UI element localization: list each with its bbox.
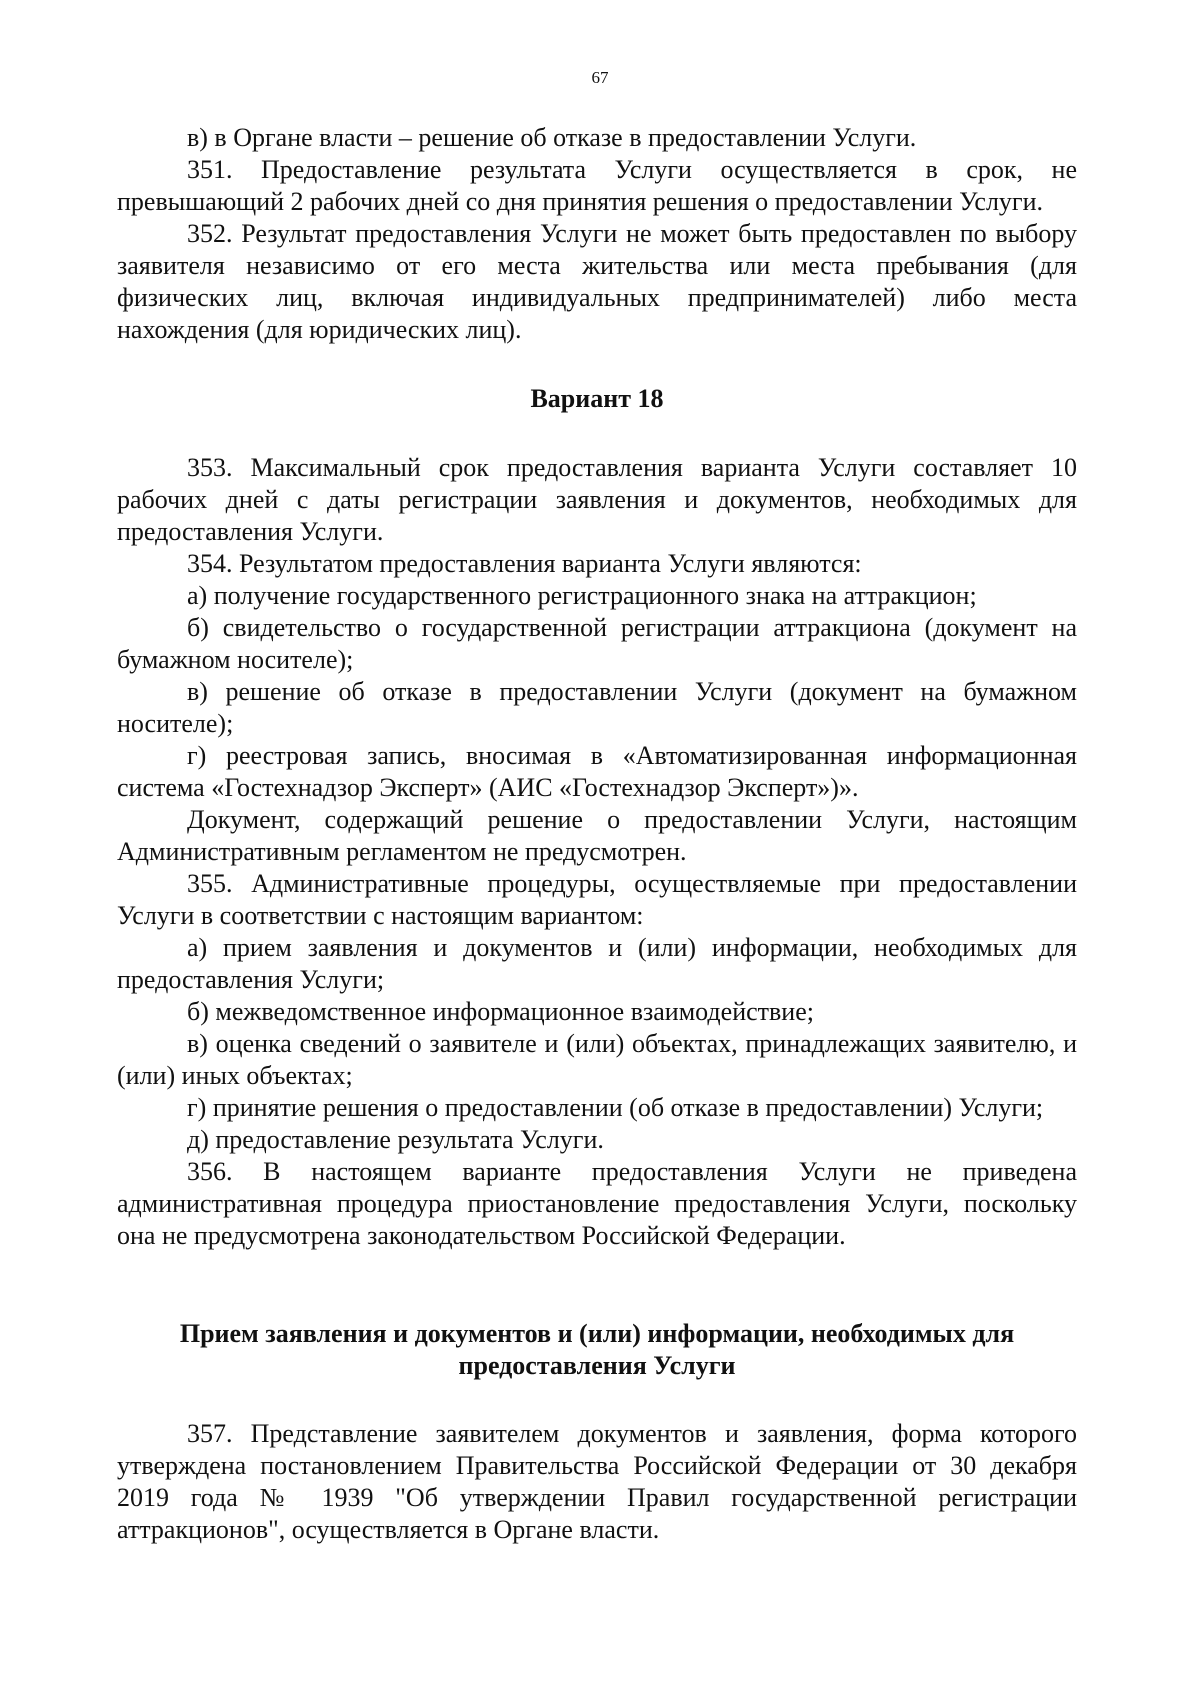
section-heading-line2: предоставления Услуги — [458, 1351, 736, 1380]
section-heading — [117, 1318, 1077, 1382]
paragraph: в) в Органе власти – решение об отказе в предоставлении Услуги. — [187, 123, 917, 152]
list-item: б) свидетельство о государственной регистрации аттракциона (документ на бумажном носителе); — [117, 613, 1077, 674]
list-item: г) реестровая запись, вносимая в «Автоматизированная информационная система «Гостехнадзор Эксперт» (АИС «Гостехнадзор Эксперт»)». — [117, 741, 1077, 802]
list-item: б) межведомственное информационное взаимодействие; — [187, 997, 814, 1026]
paragraph: 355. Административные процедуры, осуществляемые при предоставлении Услуги в соответствии с настоящим вариантом: — [117, 869, 1077, 930]
paragraph: 352. Результат предоставления Услуги не может быть предоставлен по выбору заявителя независимо от его места жительства или места пребывания (для физических лиц, включая индивидуальных предпринимателей) либо места нахождения (для юридических лиц). — [117, 219, 1077, 344]
list-item: а) получение государственного регистрационного знака на аттракцион; — [187, 581, 977, 610]
paragraph: 356. В настоящем варианте предоставления Услуги не приведена административная процедура приостановление предоставления Услуги, поскольку она не предусмотрена законодательством Российской Федерации. — [117, 1157, 1077, 1250]
list-item: в) оценка сведений о заявителе и (или) объектах, принадлежащих заявителю, и (или) иных объектах; — [117, 1029, 1077, 1090]
paragraph: 351. Предоставление результата Услуги осуществляется в срок, не превышающий 2 рабочих дней со дня принятия решения о предоставлении Услуги. — [117, 155, 1077, 216]
list-item: а) прием заявления и документов и (или) информации, необходимых для предоставления Услуги; — [117, 933, 1077, 994]
list-item: г) принятие решения о предоставлении (об отказе в предоставлении) Услуги; — [187, 1093, 1044, 1122]
page-number: 67 — [591, 68, 609, 87]
document-body — [117, 122, 1077, 1546]
paragraph: 354. Результатом предоставления варианта Услуги являются: — [187, 549, 862, 578]
section-heading-line1: Прием заявления и документов и (или) информации, необходимых для — [179, 1319, 1015, 1348]
paragraph: Документ, содержащий решение о предоставлении Услуги, настоящим Административным регламентом не предусмотрен. — [117, 805, 1077, 866]
list-item: д) предоставление результата Услуги. — [187, 1125, 604, 1154]
paragraph: 353. Максимальный срок предоставления варианта Услуги составляет 10 рабочих дней с даты регистрации заявления и документов, необходимых для предоставления Услуги. — [117, 453, 1077, 546]
variant-heading: Вариант 18 — [530, 384, 664, 413]
paragraph: 357. Представление заявителем документов и заявления, форма которого утверждена постановлением Правительства Российской Федерации от 30 декабря 2019 года № 1939 "Об утверждении Правил государственной регистрации аттракционов", осуществляется в Органе власти. — [117, 1419, 1077, 1544]
list-item: в) решение об отказе в предоставлении Услуги (документ на бумажном носителе); — [117, 677, 1077, 738]
